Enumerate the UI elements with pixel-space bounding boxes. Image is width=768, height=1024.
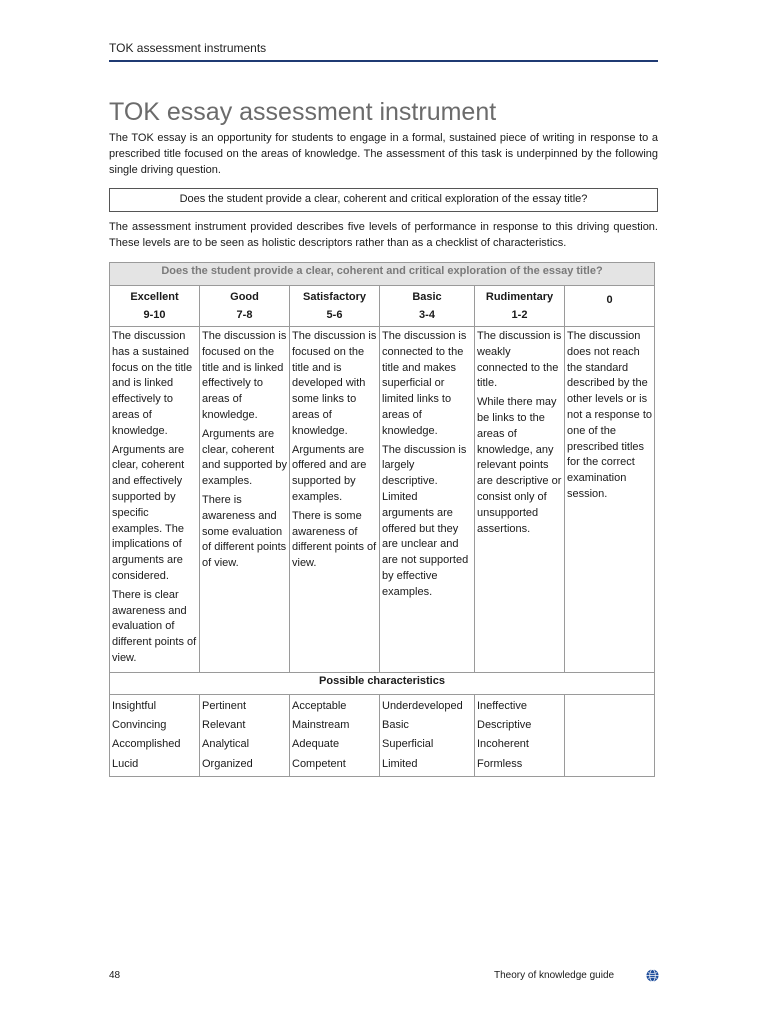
footer-guide-title: Theory of knowledge guide (494, 970, 615, 981)
descriptor-text: The discussion is focused on the title and is linked effectively to areas of knowledge. (202, 330, 287, 421)
table-question-row (110, 263, 655, 286)
characteristic: Formless (477, 757, 523, 770)
level-marks: 7-8 (236, 309, 253, 321)
characteristics-cell (110, 694, 200, 776)
descriptor-text: The discussion is weakly connected to the title. (477, 330, 562, 390)
characteristic: Superficial (382, 738, 434, 751)
characteristics-cell (380, 694, 475, 776)
level-name: Excellent (130, 291, 179, 303)
characteristic: Underdeveloped (382, 699, 463, 712)
characteristic: Accomplished (112, 738, 181, 751)
level-name: Satisfactory (303, 291, 366, 303)
ib-globe-logo-icon (646, 969, 659, 982)
table-question: Does the student provide a clear, coherent and critical exploration of the essay title? (110, 263, 655, 286)
descriptor-cell (200, 327, 290, 673)
characteristics-cell (290, 694, 380, 776)
characteristic: Incoherent (477, 738, 529, 751)
descriptor-text: The discussion is largely descriptive. Limited arguments are offered but they are unclear and are not supported by effective examples. (382, 443, 469, 598)
characteristic: Acceptable (292, 699, 347, 712)
descriptor-text: Arguments are clear, coherent and effectively supported by specific examples. The implications of arguments are considered. (112, 443, 185, 582)
driving-question-text: Does the student provide a clear, coherent and critical exploration of the essay title? (179, 193, 588, 205)
table-levels-row (110, 286, 655, 327)
page-title: TOK essay assessment instrument (109, 98, 497, 126)
level-marks: 9-10 (143, 309, 166, 321)
characteristics-cell-empty (565, 694, 655, 776)
characteristic: Competent (292, 757, 346, 770)
descriptor-cell (565, 327, 655, 673)
running-header-title: TOK assessment instruments (109, 41, 267, 55)
descriptor-text: Arguments are clear, coherent and supported by examples. (202, 427, 288, 488)
characteristic: Convincing (112, 719, 167, 732)
characteristics-row (110, 694, 655, 776)
level-marks: 1-2 (511, 309, 528, 321)
driving-question-box (109, 188, 658, 212)
characteristics-cell (200, 694, 290, 776)
level-name: Good (230, 291, 259, 303)
descriptor-text: The discussion does not reach the standard described by the other levels or is not a response to one of the prescribed titles for the correct examination session. (567, 330, 653, 500)
characteristic: Descriptive (477, 719, 532, 732)
characteristic: Adequate (292, 738, 340, 751)
descriptor-text: Arguments are offered and are supported by examples. (292, 443, 367, 503)
characteristics-heading: Possible characteristics (110, 672, 655, 694)
characteristic: Relevant (202, 719, 246, 732)
level-marks: 5-6 (326, 309, 343, 321)
levels-paragraph: The assessment instrument provided describes five levels of performance in response to this driving question. These levels are to be seen as holistic descriptors rather than as a checklist of characteristics. (109, 221, 658, 249)
assessment-table (109, 262, 655, 777)
table-descriptors-row (110, 327, 655, 673)
level-name: 0 (606, 294, 613, 306)
running-header (109, 41, 658, 62)
characteristic: Insightful (112, 699, 157, 712)
level-header (290, 286, 380, 327)
characteristic: Pertinent (202, 699, 247, 712)
descriptor-text: There is some awareness of different points of view. (292, 509, 377, 570)
characteristics-cell (475, 694, 565, 776)
level-header (565, 286, 655, 327)
level-name: Basic (412, 291, 442, 303)
characteristic: Ineffective (477, 699, 527, 712)
intro-paragraph: The TOK essay is an opportunity for students to engage in a formal, sustained piece of writing in response to a prescribed title focused on the areas of knowledge. The assessment of this task is underpinned by the following single driving question. (109, 132, 658, 176)
level-header (475, 286, 565, 327)
characteristic: Analytical (202, 738, 250, 751)
characteristic: Lucid (112, 757, 139, 770)
page-number: 48 (109, 970, 121, 981)
descriptor-text: There is awareness and some evaluation of different points of view. (202, 493, 287, 570)
characteristics-heading-row (110, 672, 655, 694)
descriptor-text: There is clear awareness and evaluation of different points of view. (112, 588, 197, 664)
level-name: Rudimentary (485, 291, 554, 303)
level-marks: 3-4 (419, 309, 435, 321)
characteristic: Basic (382, 719, 409, 732)
descriptor-cell (475, 327, 565, 673)
descriptor-cell (290, 327, 380, 673)
level-header (110, 286, 200, 327)
characteristic: Limited (382, 757, 418, 770)
descriptor-text: The discussion is focused on the title and is developed with some links to areas of knowledge. (292, 330, 377, 437)
characteristic: Organized (202, 757, 253, 770)
descriptor-text: While there may be links to the areas of knowledge, any relevant points are descriptive or consist only of unsupported assertions. (477, 396, 562, 535)
level-header (380, 286, 475, 327)
descriptor-cell (110, 327, 200, 673)
descriptor-text: The discussion is connected to the title and makes superficial or limited links to areas of knowledge. (382, 330, 467, 437)
descriptor-text: The discussion has a sustained focus on the title and is linked effectively to areas of knowledge. (112, 330, 193, 437)
descriptor-cell (380, 327, 475, 673)
level-header (200, 286, 290, 327)
characteristic: Mainstream (292, 719, 350, 732)
